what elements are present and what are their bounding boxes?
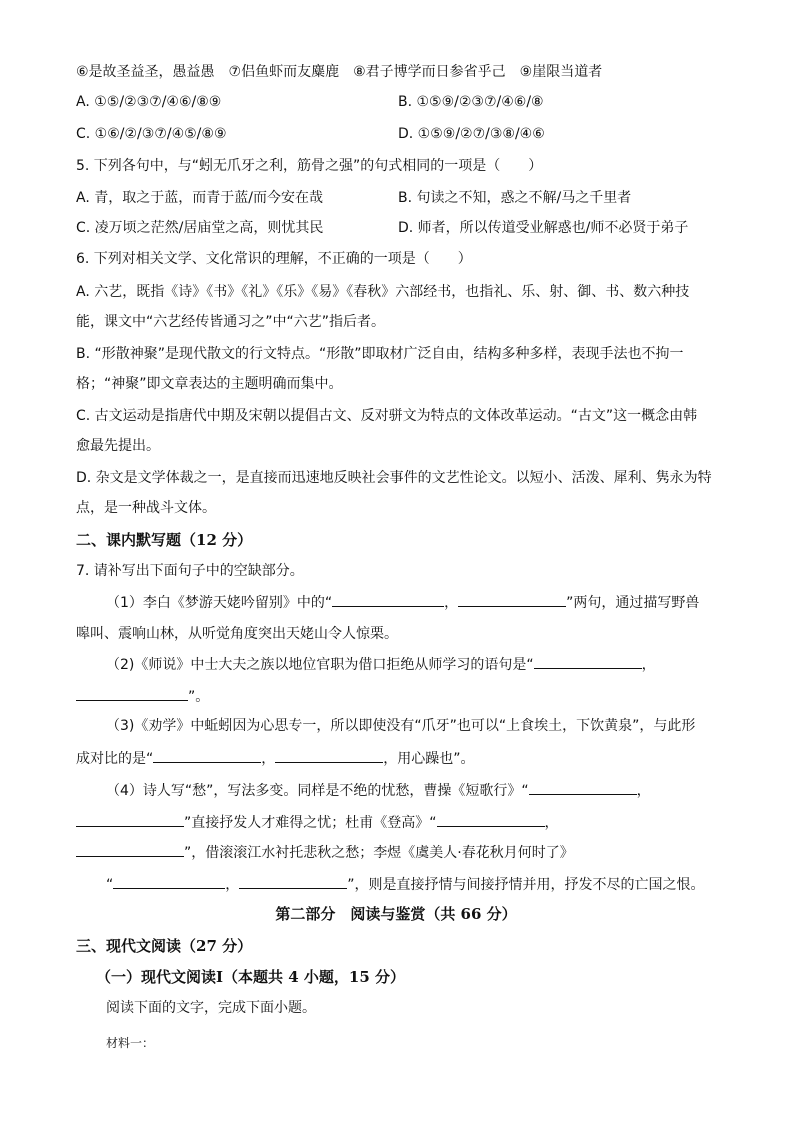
q6-option-a-line2: 能，课文中“六艺经传皆通习之”中“六艺”指后者。 (76, 314, 386, 330)
answer-blank[interactable] (275, 748, 383, 763)
part-2-heading: 第二部分 阅读与鉴赏（共 66 分） (275, 905, 517, 923)
q6-option-c-line2: 愈最先提出。 (76, 438, 160, 454)
q5-option-a: A. 青，取之于蓝，而青于蓝/而今安在哉 (76, 190, 323, 206)
q6-option-c-line1: C. 古文运动是指唐代中期及宋朝以提倡古文、反对骈文为特点的文体改革运动。“古文”这一概念由韩 (76, 408, 698, 424)
q5-option-c: C. 凌万顷之茫然/居庙堂之高，则忧其民 (76, 220, 324, 236)
q7-item-1-line2: 嗥叫、震响山林，从听觉角度突出天姥山令人惊栗。 (76, 626, 398, 642)
q5-option-b: B. 句读之不知，惑之不解/马之千里者 (398, 190, 632, 206)
q4-option-b: B. ①⑤⑨/②③⑦/④⑥/⑧ (398, 94, 544, 110)
q7-item-3-line2: 成对比的是“ ， ，用心躁也”。 (76, 748, 475, 769)
subsection-heading: （一）现代文阅读Ⅰ（本题共 4 小题，15 分） (96, 968, 405, 986)
q6-stem: 6. 下列对相关文学、文化常识的理解，不正确的一项是（ ） (76, 251, 472, 267)
answer-blank[interactable] (76, 812, 184, 827)
q5-option-d: D. 师者，所以传道受业解惑也/师不必贤于弟子 (398, 220, 689, 236)
answer-blank[interactable] (153, 748, 261, 763)
answer-blank[interactable] (534, 654, 642, 669)
answer-blank[interactable] (332, 592, 444, 607)
material-label: 材料一： (106, 1036, 155, 1050)
answer-blank[interactable] (76, 842, 184, 857)
q4-option-a: A. ①⑤/②③⑦/④⑥/⑧⑨ (76, 94, 222, 110)
q7-item-4-line4: “ ， ”，则是直接抒情与间接抒情并用，抒发不尽的亡国之恨。 (106, 874, 705, 895)
q6-option-a-line1: A. 六艺，既指《诗》《书》《礼》《乐》《易》《春秋》六部经书，也指礼、乐、射、御、书、数六种技 (76, 284, 690, 300)
q7-item-1-line1: （1）李白《梦游天姥吟留别》中的“ ， ”两句，通过描写野兽 (106, 592, 699, 613)
answer-blank[interactable] (239, 874, 347, 889)
section-2-heading: 二、课内默写题（12 分） (76, 531, 253, 549)
q6-option-b-line1: B. “形散神聚”是现代散文的行文特点。“形散”即取材广泛自由，结构多种多样，表现手法也不拘一 (76, 346, 684, 362)
q6-option-d-line1: D. 杂文是文学体裁之一，是直接而迅速地反映社会事件的文艺性论文。以短小、活泼、犀利、隽永为特 (76, 470, 712, 486)
answer-blank[interactable] (113, 874, 225, 889)
q7-item-2-line1: （2)《师说》中士大夫之族以地位官职为借口拒绝从师学习的语句是“ ， (106, 654, 656, 675)
q4-option-c: C. ①⑥/②/③⑦/④⑤/⑧⑨ (76, 126, 227, 142)
q7-item-4-line3: ”，借滚滚江水衬托悲秋之愁；李煜《虞美人·春花秋月何时了》 (76, 842, 574, 863)
q7-item-2-line2: ”。 (76, 686, 209, 707)
answer-blank[interactable] (458, 592, 566, 607)
q4-option-d: D. ①⑤⑨/②⑦/③⑧/④⑥ (398, 126, 545, 142)
reading-instruction: 阅读下面的文字，完成下面小题。 (106, 1000, 316, 1016)
answer-blank[interactable] (437, 812, 545, 827)
q6-option-d-line2: 点，是一种战斗文体。 (76, 500, 216, 516)
q7-item-4-line2: ”直接抒发人才难得之忧；杜甫《登高》“ ， (76, 812, 559, 833)
answer-blank[interactable] (76, 686, 188, 701)
q6-option-b-line2: 格；“神聚”即文章表达的主题明确而集中。 (76, 376, 343, 392)
q7-item-3-line1: （3)《劝学》中蚯蚓因为心思专一，所以即使没有“爪牙”也可以“上食埃土，下饮黄泉”，与此形 (106, 718, 696, 734)
answer-blank[interactable] (529, 780, 637, 795)
q7-stem: 7. 请补写出下面句子中的空缺部分。 (76, 563, 304, 579)
q5-stem: 5. 下列各句中，与“蚓无爪牙之利，筋骨之强”的句式相同的一项是（ ） (76, 158, 543, 174)
q4-options-line: ⑥是故圣益圣，愚益愚 ⑦侣鱼虾而友麋鹿 ⑧君子博学而日参省乎己 ⑨崖限当道者 (76, 64, 603, 80)
q7-item-4-line1: （4）诗人写“愁”，写法多变。同样是不绝的忧愁，曹操《短歌行》“ ， (106, 780, 651, 801)
section-3-heading: 三、现代文阅读（27 分） (76, 937, 253, 955)
